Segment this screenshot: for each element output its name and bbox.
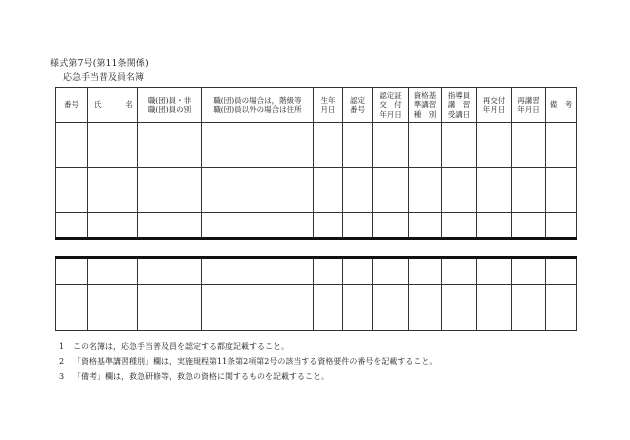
entry-cell[interactable] bbox=[88, 213, 138, 239]
entry-cell[interactable] bbox=[138, 123, 202, 168]
note-text: 「資格基準講習種別」欄は，実施規程第11条第2項第2号の該当する資格要件の番号を記載すること。 bbox=[73, 357, 438, 366]
entry-cell[interactable] bbox=[546, 123, 577, 168]
ledger-upper-table bbox=[55, 87, 577, 240]
entry-cell[interactable] bbox=[477, 213, 512, 239]
notes bbox=[59, 339, 437, 384]
entry-cell[interactable] bbox=[343, 285, 373, 331]
entry-cell[interactable] bbox=[56, 168, 88, 213]
entry-cell[interactable] bbox=[56, 285, 88, 331]
entry-cell[interactable] bbox=[138, 285, 202, 331]
ledger-table bbox=[55, 87, 576, 331]
entry-cell[interactable] bbox=[409, 258, 442, 285]
header-instructor-course: 指導員 講 習 受講日 bbox=[442, 88, 477, 123]
entry-cell[interactable] bbox=[202, 285, 314, 331]
entry-cell[interactable] bbox=[138, 258, 202, 285]
entry-cell[interactable] bbox=[202, 168, 314, 213]
entry-cell[interactable] bbox=[477, 168, 512, 213]
header-number: 番号 bbox=[56, 88, 88, 123]
header-remarks: 備 考 bbox=[546, 88, 577, 123]
note-item bbox=[59, 354, 437, 369]
entry-cell[interactable] bbox=[442, 285, 477, 331]
entry-cell[interactable] bbox=[314, 258, 343, 285]
entry-cell[interactable] bbox=[477, 258, 512, 285]
entry-cell[interactable] bbox=[442, 123, 477, 168]
entry-cell[interactable] bbox=[512, 123, 546, 168]
table-row bbox=[56, 168, 577, 213]
header-row bbox=[56, 88, 577, 123]
entry-cell[interactable] bbox=[512, 285, 546, 331]
entry-cell[interactable] bbox=[343, 258, 373, 285]
table-row bbox=[56, 258, 577, 285]
note-number: 2 bbox=[59, 357, 65, 366]
form-title: 応急手当普及員名簿 bbox=[63, 73, 145, 83]
entry-cell[interactable] bbox=[202, 123, 314, 168]
form-number: 様式第7号(第11条関係) bbox=[50, 59, 149, 69]
entry-cell[interactable] bbox=[88, 168, 138, 213]
note-text: この名簿は，応急手当普及員を認定する都度記載すること。 bbox=[73, 342, 289, 351]
ledger-lower-table bbox=[55, 256, 577, 331]
entry-cell[interactable] bbox=[409, 123, 442, 168]
header-cert-issue-date: 認定証 交 付 年月日 bbox=[373, 88, 409, 123]
entry-cell[interactable] bbox=[477, 285, 512, 331]
entry-cell[interactable] bbox=[202, 213, 314, 239]
entry-cell[interactable] bbox=[442, 168, 477, 213]
entry-cell[interactable] bbox=[202, 258, 314, 285]
header-staff-type: 職(団)員・非 職(団)員の別 bbox=[138, 88, 202, 123]
entry-cell[interactable] bbox=[138, 213, 202, 239]
entry-cell[interactable] bbox=[56, 258, 88, 285]
header-birthdate: 生年 月日 bbox=[314, 88, 343, 123]
header-reissue-date: 再交付 年月日 bbox=[477, 88, 512, 123]
entry-cell[interactable] bbox=[373, 285, 409, 331]
header-qualification-type: 資格基 準講習 種 別 bbox=[409, 88, 442, 123]
note-item bbox=[59, 339, 437, 354]
note-number: 1 bbox=[59, 342, 65, 351]
entry-cell[interactable] bbox=[56, 213, 88, 239]
note-text: 「備考」欄は，救急研修等，救急の資格に関するものを記載すること。 bbox=[73, 372, 329, 381]
entry-cell[interactable] bbox=[343, 213, 373, 239]
entry-cell[interactable] bbox=[442, 213, 477, 239]
header-name: 氏 名 bbox=[88, 88, 138, 123]
entry-cell[interactable] bbox=[56, 123, 88, 168]
entry-cell[interactable] bbox=[512, 258, 546, 285]
entry-cell[interactable] bbox=[314, 213, 343, 239]
entry-cell[interactable] bbox=[314, 285, 343, 331]
note-number: 3 bbox=[59, 372, 65, 381]
entry-cell[interactable] bbox=[546, 285, 577, 331]
entry-cell[interactable] bbox=[512, 213, 546, 239]
entry-cell[interactable] bbox=[409, 168, 442, 213]
entry-cell[interactable] bbox=[343, 123, 373, 168]
entry-cell[interactable] bbox=[373, 168, 409, 213]
entry-cell[interactable] bbox=[373, 258, 409, 285]
entry-cell[interactable] bbox=[88, 123, 138, 168]
entry-cell[interactable] bbox=[409, 213, 442, 239]
entry-cell[interactable] bbox=[314, 168, 343, 213]
table-row bbox=[56, 213, 577, 239]
header-retraining-date: 再講習 年月日 bbox=[512, 88, 546, 123]
entry-cell[interactable] bbox=[343, 168, 373, 213]
entry-cell[interactable] bbox=[442, 258, 477, 285]
entry-cell[interactable] bbox=[477, 123, 512, 168]
table-row bbox=[56, 285, 577, 331]
entry-cell[interactable] bbox=[373, 213, 409, 239]
table-row bbox=[56, 123, 577, 168]
entry-cell[interactable] bbox=[546, 168, 577, 213]
entry-cell[interactable] bbox=[138, 168, 202, 213]
note-item bbox=[59, 369, 437, 384]
entry-cell[interactable] bbox=[409, 285, 442, 331]
entry-cell[interactable] bbox=[88, 285, 138, 331]
header-cert-number: 認定 番号 bbox=[343, 88, 373, 123]
header-rank-address: 職(団)員の場合は，階級等 職(団)員以外の場合は住所 bbox=[202, 88, 314, 123]
entry-cell[interactable] bbox=[512, 168, 546, 213]
entry-cell[interactable] bbox=[88, 258, 138, 285]
entry-cell[interactable] bbox=[314, 123, 343, 168]
entry-cell[interactable] bbox=[546, 213, 577, 239]
entry-cell[interactable] bbox=[546, 258, 577, 285]
entry-cell[interactable] bbox=[373, 123, 409, 168]
